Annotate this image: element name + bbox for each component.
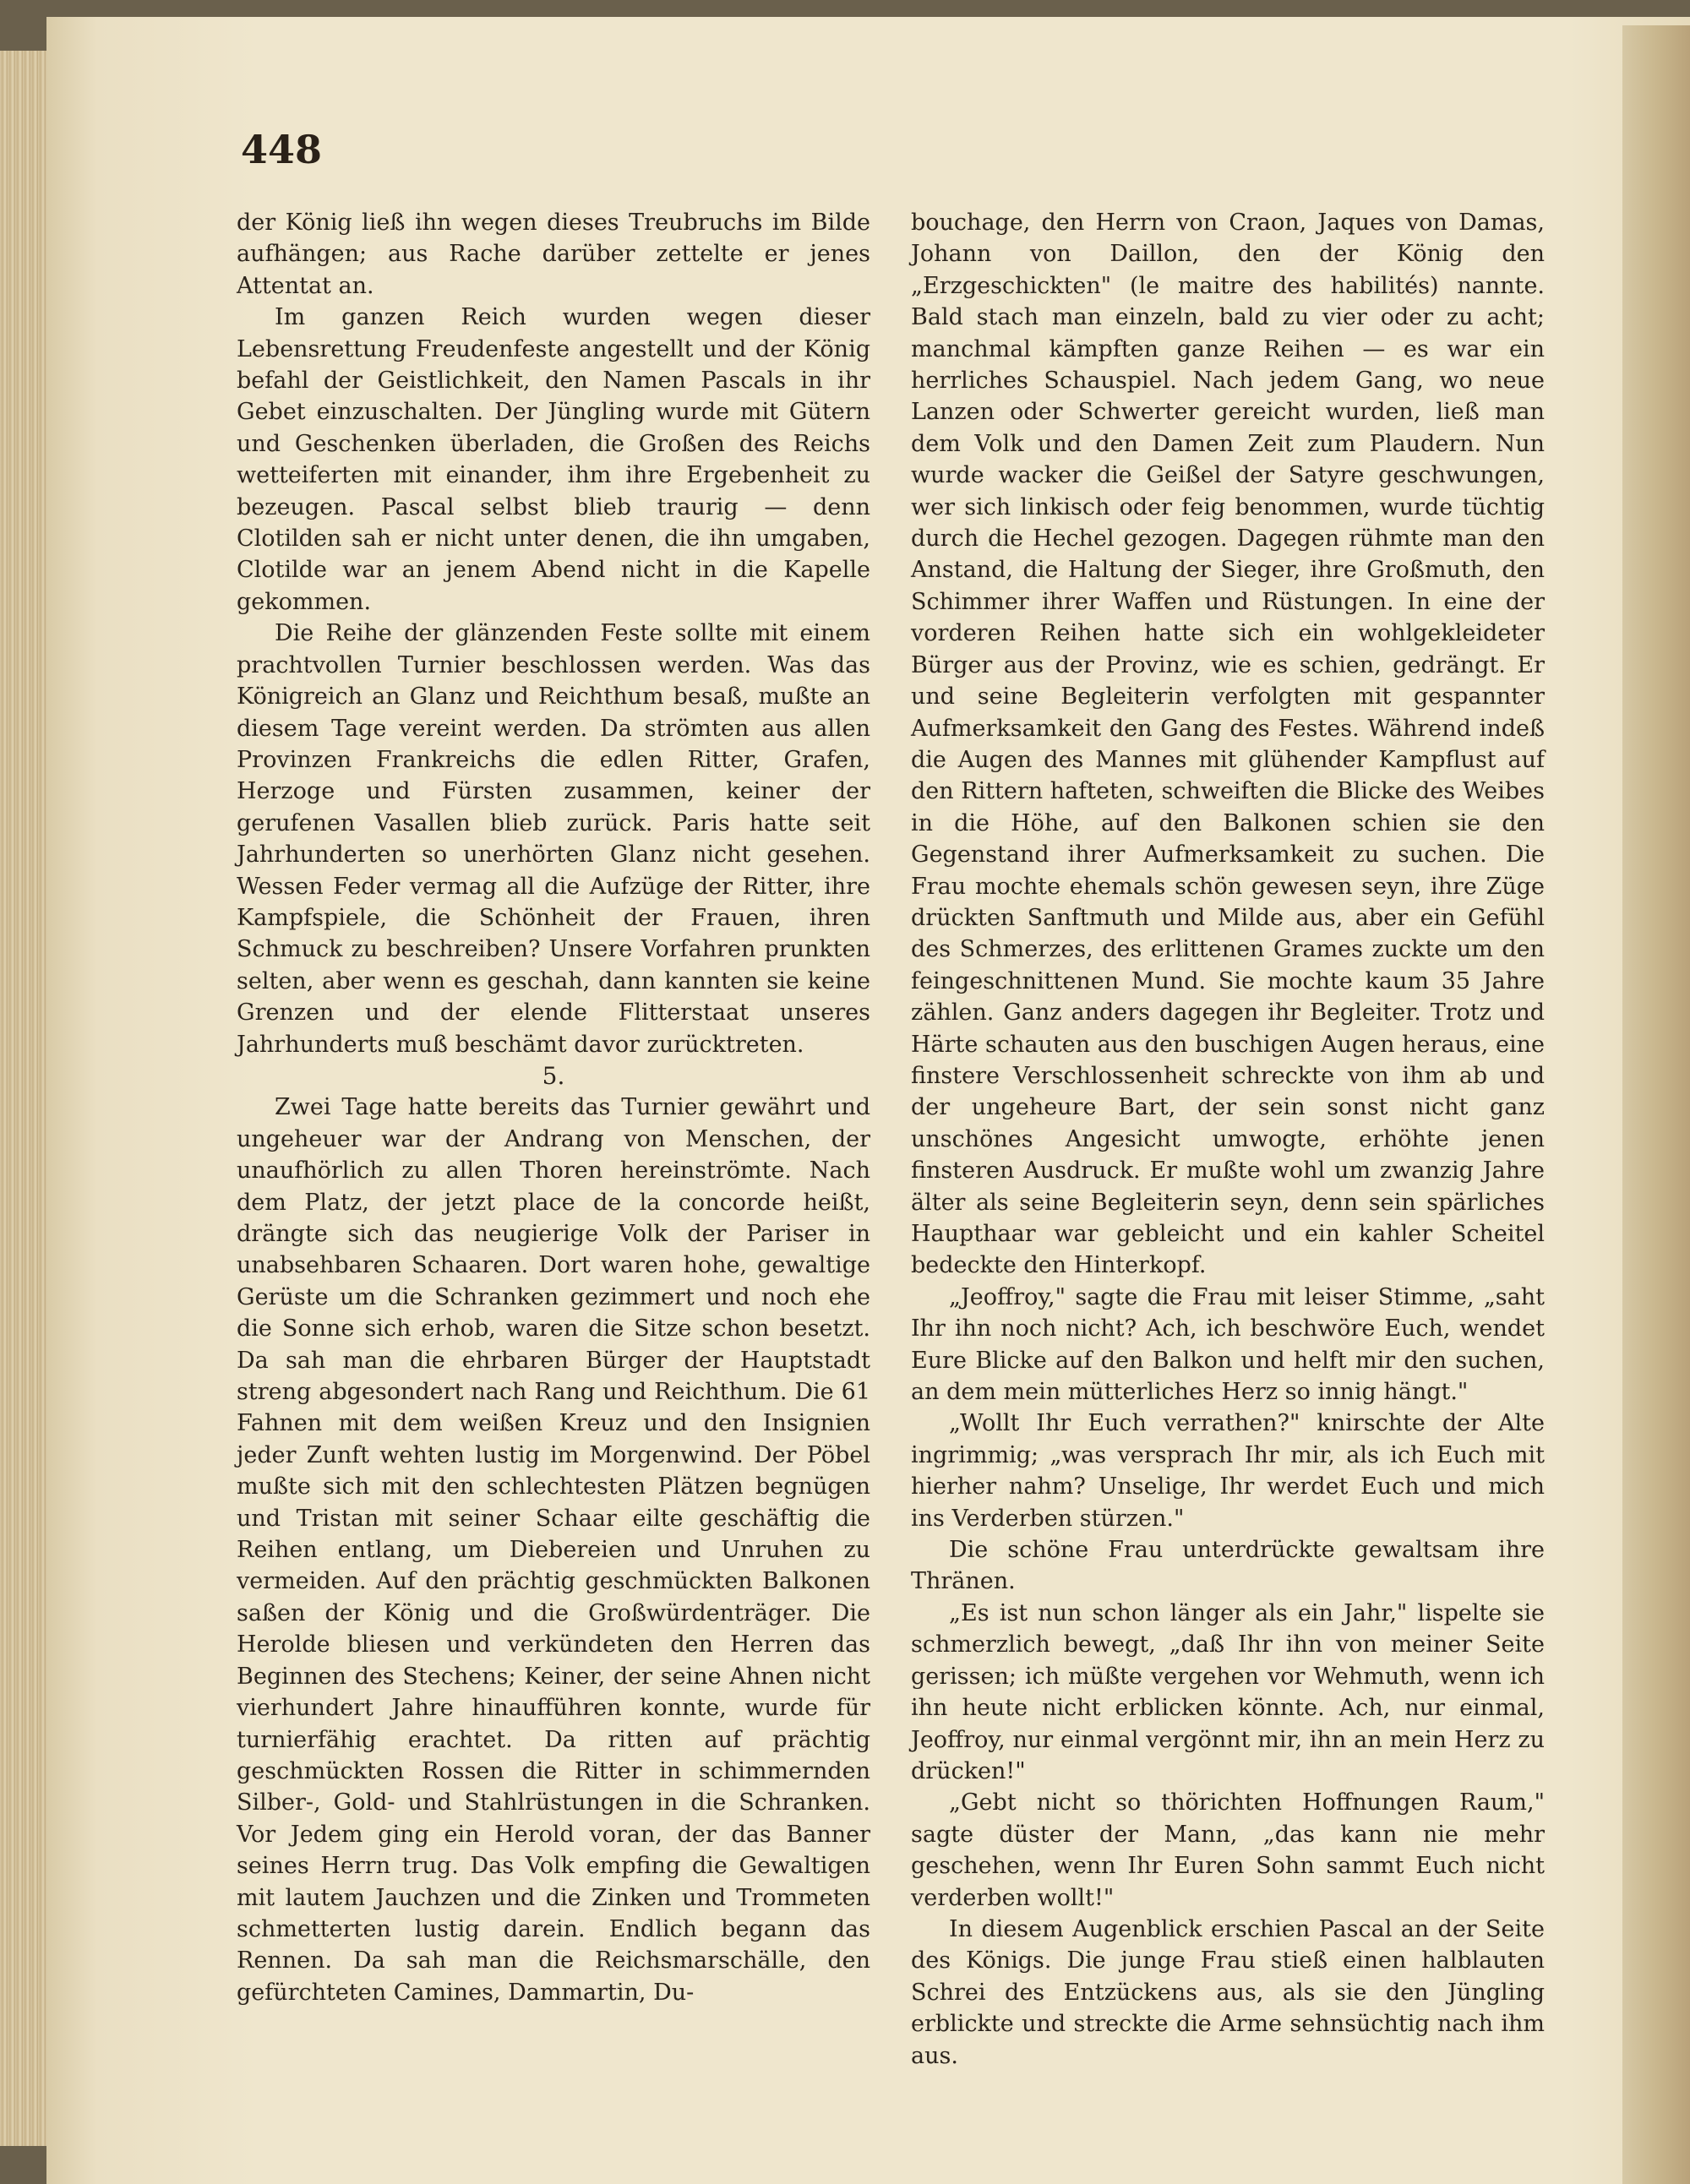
paragraph: der König ließ ihn wegen dieses Treubruchs im Bilde aufhängen; aus Rache darüber zettelte er jenes Attentat an. [237, 210, 870, 299]
paragraph: „Es ist nun schon länger als ein Jahr," lispelte sie schmerzlich bewegt, „daß Ihr ihn von meiner Seite gerissen; ich müßte vergehen vor Wehmuth, wenn ich ihn heute nicht erblicken könnte. Ach, nur einmal, Jeoffroy, nur einmal vergönnt mir, ihn an mein Herz zu drücken!" [911, 1599, 1545, 1784]
paragraph: Die Reihe der glänzenden Feste sollte mit einem prachtvollen Turnier beschlossen werden. Was das Königreich an Glanz und Reichthum besaß, mußte an diesem Tage vereint werden. Da strömten aus allen Provinzen Frankreichs die edlen Ritter, Grafen, Herzoge und Fürsten zusammen, keiner der gerufenen Vasallen blieb zurück. Paris hatte seit Jahrhunderten so unerhörten Glanz nicht gesehen. Wessen Feder vermag all die Aufzüge der Ritter, ihre Kampfspiele, die Schönheit der Frauen, ihren Schmuck zu beschreiben? Unsere Vorfahren prunkten selten, aber wenn es geschah, dann kannten sie keine Grenzen und der elende Flitterstaat unseres Jahrhunderts muß beschämt davor zurücktreten. [237, 620, 870, 1058]
paragraph: Zwei Tage hatte bereits das Turnier gewährt und ungeheuer war der Andrang von Menschen, der unaufhörlich zu allen Thoren hereinströmte. Nach dem Platz, der jetzt place de la concorde heißt, drängte sich das neugierige Volk der Pariser in unabsehbaren Schaaren. Dort waren hohe, gewaltige Gerüste um die Schranken gezimmert und noch ehe die Sonne sich erhob, waren die Sitze schon besetzt. Da sah man die ehrbaren Bürger der Hauptstadt streng abgesondert nach Rang und Reichthum. Die 61 Fahnen mit dem weißen Kreuz und den Insignien jeder Zunft wehten lustig im Morgenwind. Der Pöbel mußte sich mit den schlechtesten Plätzen begnügen und Tristan mit seiner Schaar eilte geschäftig die Reihen entlang, um Diebereien und Unruhen zu vermeiden. Auf den prächtig geschmückten Balkonen saßen der König und die Großwürdenträger. Die Herolde bliesen und verkündeten den Herren das Beginnen des Stechens; Keiner, der seine Ahnen nicht vierhundert Jahre hinaufführen konnte, wurde für turnierfähig erachtet. Da ritten auf prächtig geschmückten Rossen die Ritter in schimmernden Silber-, Gold- und Stahlrüstungen in die Schranken. Vor Jedem ging ein Herold voran, der das Banner seines Herrn trug. Das Volk empfing die Gewaltigen mit lautem Jauchzen und die Zinken und Trommeten schmetterten lustig darein. Endlich begann das Rennen. Da sah man die Reichsmarschälle, den gefürchteten Camines, Dammartin, Du- [237, 1094, 870, 2006]
page-gutter [1622, 25, 1690, 2184]
paragraph: „Wollt Ihr Euch verrathen?" knirschte der Alte ingrimmig; „was versprach Ihr mir, als ich Euch mit hierher nahm? Unselige, Ihr werdet Euch und mich ins Verderben stürzen." [911, 1410, 1545, 1532]
page-number: 448 [241, 127, 323, 172]
paragraph: Die schöne Frau unterdrückte gewaltsam ihre Thränen. [911, 1537, 1545, 1595]
right-column [911, 207, 1545, 2072]
left-column [237, 207, 870, 2008]
paragraph: Im ganzen Reich wurden wegen dieser Lebensrettung Freudenfeste angestellt und der König befahl der Geistlichkeit, den Namen Pascals in ihr Gebet einzuschalten. Der Jüngling wurde mit Gütern und Geschenken überladen, die Großen des Reichs wetteiferten mit einander, ihm ihre Ergebenheit zu bezeugen. Pascal selbst blieb traurig — denn Clotilden sah er nicht unter denen, die ihn umgaben, Clotilde war an jenem Abend nicht in die Kapelle gekommen. [237, 304, 870, 615]
paragraph: bouchage, den Herrn von Craon, Jaques von Damas, Johann von Daillon, den der König den „Erzgeschickten" (le maitre des habilités) nannte. Bald stach man einzeln, bald zu vier oder zu acht; manchmal kämpften ganze Reihen — es war ein herrliches Schauspiel. Nach jedem Gang, wo neue Lanzen oder Schwerter gereicht wurden, ließ man dem Volk und den Damen Zeit zum Plaudern. Nun wurde wacker die Geißel der Satyre geschwungen, wer sich linkisch oder feig benommen, wurde tüchtig durch die Hechel gezogen. Dagegen rühmte man den Anstand, die Haltung der Sieger, ihre Großmuth, den Schimmer ihrer Waffen und Rüstungen. In eine der vorderen Reihen hatte sich ein wohlgekleideter Bürger aus der Provinz, wie es schien, gedrängt. Er und seine Begleiterin verfolgten mit gespannter Aufmerksamkeit den Gang des Festes. Während indeß die Augen des Mannes mit glühender Kampflust auf den Rittern hafteten, schweiften die Blicke des Weibes in die Höhe, auf den Balkonen schien sie den Gegenstand ihrer Aufmerksamkeit zu suchen. Die Frau mochte ehemals schön gewesen seyn, ihre Züge drückten Sanftmuth und Milde aus, aber ein Gefühl des Schmerzes, des erlittenen Grames zuckte um den feingeschnittenen Mund. Sie mochte kaum 35 Jahre zählen. Ganz anders dagegen ihr Begleiter. Trotz und Härte schauten aus den buschigen Augen heraus, eine finstere Verschlossenheit schreckte von ihm ab und der ungeheure Bart, der sein sonst nicht ganz unschönes Angesicht umwogte, erhöhte jenen finsteren Ausdruck. Er mußte wohl um zwanzig Jahre älter als seine Begleiterin seyn, denn sein spärliches Haupthaar war gebleicht und ein kahler Scheitel bedeckte den Hinterkopf. [911, 210, 1545, 1279]
section-heading: 5. [542, 1061, 565, 1090]
paragraph: „Jeoffroy," sagte die Frau mit leiser Stimme, „saht Ihr ihn noch nicht? Ach, ich beschwöre Euch, wendet Eure Blicke auf den Balkon und helft mir den suchen, an dem mein mütterliches Herz so innig hängt." [911, 1283, 1545, 1406]
paragraph: „Gebt nicht so thörichten Hoffnungen Raum," sagte düster der Mann, „das kann nie mehr geschehen, wenn Ihr Euren Sohn sammt Euch nicht verderben wollt!" [911, 1789, 1545, 1911]
paragraph: In diesem Augenblick erschien Pascal an der Seite des Königs. Die junge Frau stieß einen halblauten Schrei des Entzückens aus, als sie den Jüngling erblickte und streckte die Arme sehnsüchtig nach ihm aus. [911, 1915, 1545, 2069]
